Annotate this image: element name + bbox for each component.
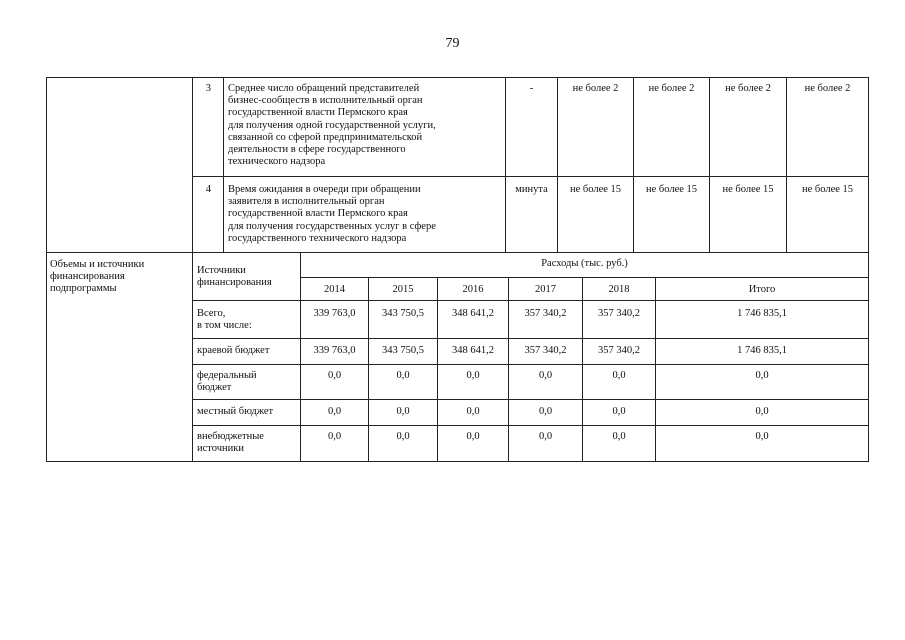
row-label: федеральный бюджет bbox=[197, 370, 257, 394]
cell-value: 0,0 bbox=[396, 431, 410, 442]
indicator-value: не более 2 bbox=[572, 83, 619, 94]
cell-total: 0,0 bbox=[755, 431, 769, 442]
indicator-value: не более 2 bbox=[804, 83, 851, 94]
cell-value: 357 340,2 bbox=[524, 308, 567, 319]
cell-value: 339 763,0 bbox=[313, 308, 356, 319]
cell-total: 0,0 bbox=[755, 406, 769, 417]
financing-section-label: Объемы и источники финансирования подпрограммы bbox=[50, 259, 145, 295]
year-header: 2018 bbox=[608, 284, 630, 295]
indicator-value: не более 2 bbox=[648, 83, 695, 94]
cell-value: 0,0 bbox=[327, 406, 342, 417]
indicator-text: Время ожидания в очереди при обращении заявителя в исполнительный орган государственной власти Пермского края для получения государственных услуг в сфере государственного технического надзора bbox=[228, 184, 436, 244]
cell-value: 0,0 bbox=[396, 406, 410, 417]
cell-value: 357 340,2 bbox=[598, 308, 640, 319]
cell-value: 0,0 bbox=[612, 406, 626, 417]
indicator-number: 3 bbox=[205, 83, 211, 94]
row-label: Всего, в том числе: bbox=[197, 308, 252, 332]
indicator-number: 4 bbox=[205, 184, 211, 195]
expenses-header: Расходы (тыс. руб.) bbox=[541, 258, 628, 269]
indicator-text: Среднее число обращений представителей бизнес-сообществ в исполнительный орган государственной власти Пермского края для получения одной государственной услуги, связанной со сферой предпринимательской деятельности в сфере государственного технического надзора bbox=[228, 83, 436, 168]
cell-total: 0,0 bbox=[755, 370, 769, 381]
year-header: 2014 bbox=[324, 284, 345, 295]
indicator-value: не более 15 bbox=[645, 184, 698, 195]
indicator-unit: минута bbox=[515, 184, 548, 195]
cell-value: 0,0 bbox=[396, 370, 410, 381]
cell-value: 0,0 bbox=[538, 370, 553, 381]
cell-value: 0,0 bbox=[612, 370, 626, 381]
cell-total: 1 746 835,1 bbox=[737, 308, 787, 319]
year-header: 2015 bbox=[392, 284, 414, 295]
indicator-value: не более 15 bbox=[569, 184, 622, 195]
cell-value: 0,0 bbox=[538, 431, 553, 442]
cell-value: 0,0 bbox=[538, 406, 553, 417]
cell-value: 0,0 bbox=[612, 431, 626, 442]
cell-value: 343 750,5 bbox=[382, 308, 424, 319]
year-header: 2017 bbox=[535, 284, 556, 295]
cell-total: 1 746 835,1 bbox=[737, 345, 787, 356]
cell-value: 0,0 bbox=[466, 406, 480, 417]
total-header: Итого bbox=[748, 284, 776, 295]
cell-value: 343 750,5 bbox=[382, 345, 424, 356]
cell-value: 357 340,2 bbox=[598, 345, 640, 356]
cell-value: 0,0 bbox=[466, 431, 480, 442]
row-label: краевой бюджет bbox=[197, 345, 270, 356]
year-header: 2016 bbox=[462, 284, 484, 295]
cell-value: 0,0 bbox=[327, 431, 342, 442]
cell-value: 0,0 bbox=[466, 370, 480, 381]
indicator-value: не более 2 bbox=[725, 83, 771, 94]
sources-header: Источники финансирования bbox=[197, 265, 272, 289]
indicator-unit: - bbox=[529, 83, 534, 94]
row-label: внебюджетные источники bbox=[197, 431, 264, 455]
page-number: 79 bbox=[445, 36, 460, 51]
row-label: местный бюджет bbox=[197, 406, 274, 417]
cell-value: 348 641,2 bbox=[452, 308, 494, 319]
indicator-value: не более 15 bbox=[801, 184, 854, 195]
cell-value: 348 641,2 bbox=[452, 345, 494, 356]
cell-value: 339 763,0 bbox=[313, 345, 356, 356]
indicator-value: не более 15 bbox=[722, 184, 774, 195]
cell-value: 0,0 bbox=[327, 370, 342, 381]
cell-value: 357 340,2 bbox=[524, 345, 567, 356]
